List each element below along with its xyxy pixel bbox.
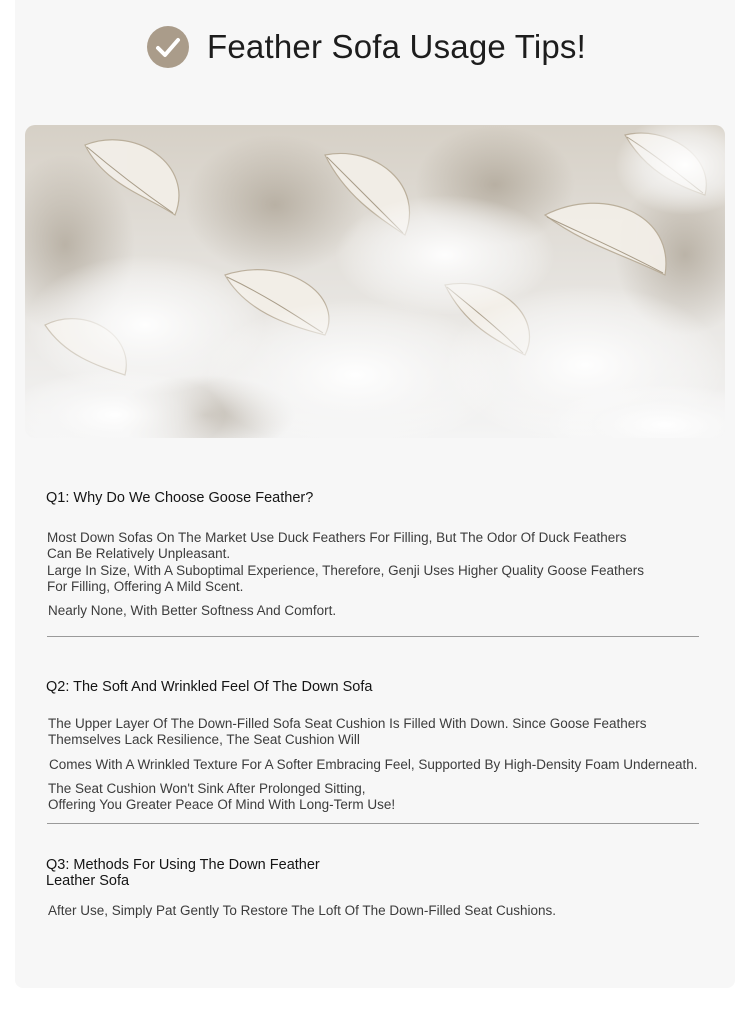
text-line: Themselves Lack Resilience, The Seat Cushion Will: [48, 731, 360, 747]
text-line: Large In Size, With A Suboptimal Experience, Therefore, Genji Uses Higher Quality Goose Feathers: [47, 563, 645, 578]
question-1: Q1: Why Do We Choose Goose Feather?: [46, 490, 314, 506]
feather-image: [25, 125, 725, 438]
q3-paragraph-1: [48, 903, 556, 919]
text-line: For Filling, Offering A Mild Scent.: [47, 578, 244, 594]
question-line: Q3: Methods For Using The Down Feather: [46, 857, 320, 873]
question-3: [46, 857, 320, 889]
section-divider: [47, 823, 699, 824]
q1-paragraph-1: [47, 530, 626, 561]
text-line: After Use, Simply Pat Gently To Restore The Loft Of The Down-Filled Seat Cushions.: [48, 903, 556, 918]
check-circle-icon: [147, 26, 189, 68]
text-line: Offering You Greater Peace Of Mind With Long-Term Use!: [48, 796, 396, 812]
q1-paragraph-2: [47, 563, 644, 594]
text-line: Can Be Relatively Unpleasant.: [47, 545, 231, 561]
section-divider: [47, 636, 699, 637]
question-2: Q2: The Soft And Wrinkled Feel Of The Down Sofa: [46, 679, 373, 695]
q2-paragraph-2: [49, 757, 698, 773]
q1-paragraph-3: [48, 603, 336, 619]
text-line: Nearly None, With Better Softness And Comfort.: [48, 603, 337, 618]
text-line: Comes With A Wrinkled Texture For A Softer Embracing Feel, Supported By High-Density Foam Underneath.: [49, 757, 698, 772]
page-title: Feather Sofa Usage Tips!: [207, 28, 586, 65]
text-line: The Seat Cushion Won't Sink After Prolonged Sitting,: [48, 781, 366, 796]
text-line: The Upper Layer Of The Down-Filled Sofa Seat Cushion Is Filled With Down. Since Goose Feathers: [48, 716, 647, 731]
question-line: Leather Sofa: [46, 873, 130, 889]
text-line: Most Down Sofas On The Market Use Duck Feathers For Filling, But The Odor Of Duck Feathers: [47, 530, 627, 545]
q2-paragraph-3: [48, 781, 395, 812]
content-card: [15, 0, 735, 988]
page-header: [15, 24, 735, 70]
q2-paragraph-1: [48, 716, 647, 747]
